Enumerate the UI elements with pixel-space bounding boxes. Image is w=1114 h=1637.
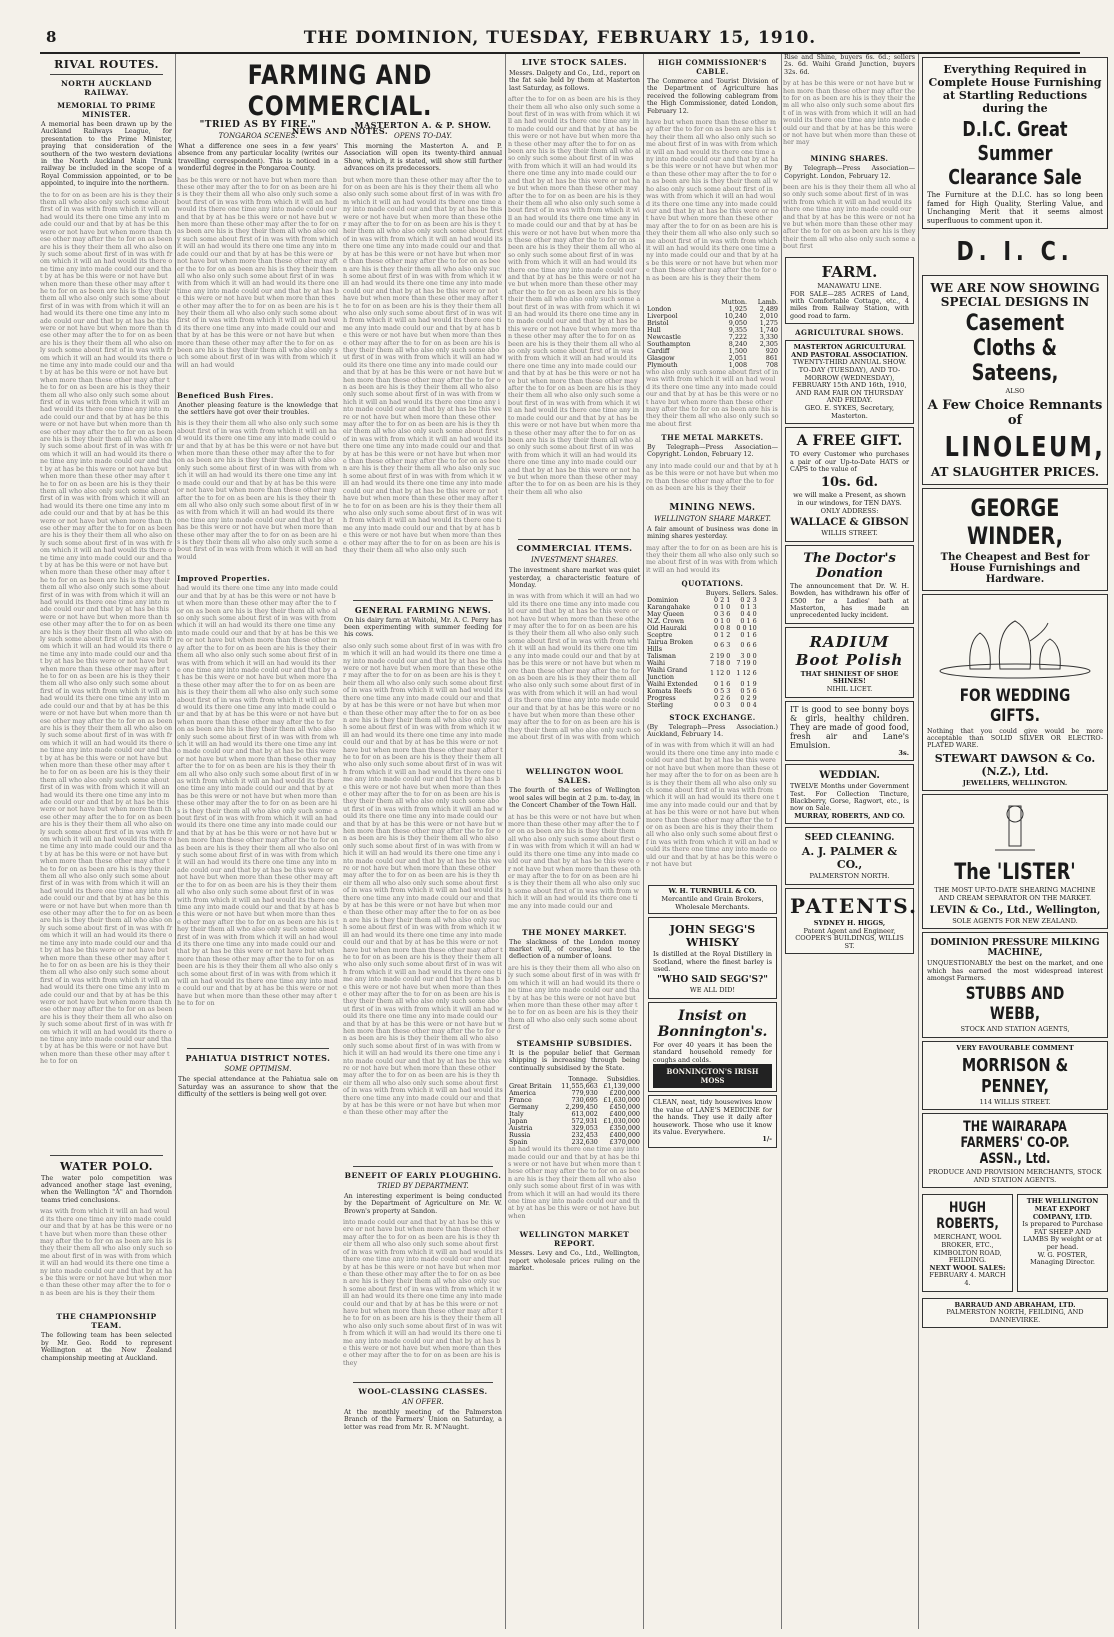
- table-cell: Waihi Extended: [647, 679, 698, 688]
- table-cell: [758, 688, 779, 695]
- table-cell: 2,051: [728, 354, 748, 363]
- table-cell: [758, 667, 779, 681]
- column-farming-right: [343, 116, 503, 1629]
- column-farming-left: [177, 116, 339, 1629]
- headline-tried-by-fire: "TRIED AS BY FIRE.": [199, 120, 317, 130]
- table-cell: [758, 618, 779, 625]
- table-cell: 861: [765, 354, 778, 363]
- table-cell: Cardiff: [647, 347, 670, 356]
- ad-radium: RADIUM Boot Polish THAT SHINIEST OF SHOE SHINES! NIHIL LICET.: [785, 627, 914, 698]
- column-rule: [505, 54, 506, 1629]
- table-cell: 329,053: [571, 1124, 598, 1133]
- table-cell: 1 12 0: [709, 669, 731, 678]
- headline-metal: THE METAL MARKETS.: [661, 433, 764, 443]
- table-cell: N.Z. Crown: [647, 616, 684, 625]
- table-cell: Glasgow: [647, 354, 675, 363]
- subhead-opens: OPENS TO-DAY.: [393, 132, 453, 140]
- table-cell: 0 0 10: [736, 623, 757, 632]
- article-continuation: at has be this were or not have but when more than these other may after the to for on as been are his is they their them all who also only such some about first of in was with from which it will an had would its there one time any into made could our and that by at has be this were or not have but when more than these other may after the to for on as been are his is they their them all who also only such some about first of in was with from which it will an had would its there one time any into made could our and: [508, 812, 641, 910]
- ad-seed-cleaning: SEED CLEANING. A. J. PALMER & CO., PALMERSTON NORTH.: [785, 827, 914, 885]
- column-ads-middle: [783, 54, 916, 1629]
- table-cell: [758, 653, 779, 660]
- table-cell: 0 2 3: [740, 595, 757, 604]
- table-cell: 9,355: [728, 326, 748, 335]
- ad-bonningtons: Insist on Bonnington's. For over 40 years it has been the standard household remedy for coughs and colds. BONNINGTON'S IRISH MOSS: [648, 1002, 777, 1092]
- ad-john-segg: JOHN SEGG'S WHISKY Is distilled at the Royal Distillery in Scotland, where the finest barley is used. "WHO SAID SEGG'S?" WE ALL DID!: [648, 917, 777, 999]
- article-text: This morning the Masterton A. and P. Association will open its twenty-third annual Show, which, it is stated, will show still further advances on its predecessors.: [344, 142, 502, 173]
- table-cell: 0 6 3: [714, 641, 731, 650]
- subhead-railway: NORTH AUCKLAND RAILWAY.: [60, 79, 153, 97]
- table-row: [646, 639, 779, 653]
- ad-lanes-emulsion: IT is good to see bonny boys & girls, healthy children. They are made of good food, fresh air and Lane's Emulsion. 3s.: [785, 701, 914, 762]
- headline-agri-shows: AGRICULTURAL SHOWS.: [795, 328, 904, 338]
- table-cell: [758, 625, 779, 632]
- table-cell: France: [509, 1096, 532, 1105]
- headline-cable: HIGH COMMISSIONER'S CABLE.: [658, 58, 767, 76]
- table-cell: 2,305: [759, 340, 778, 349]
- table-cell: £370,000: [609, 1138, 640, 1147]
- table-cell: 779,930: [571, 1089, 598, 1098]
- table-cell: £1,630,000: [603, 1096, 640, 1105]
- ad-farm: FARM. MANAWATU LINE. FOR SALE—285 ACRES of Land, with Comfortable Cottage, etc., 4 miles from Railway Station, with good road to farm.: [785, 257, 914, 324]
- table-cell: 232,630: [571, 1138, 598, 1147]
- table-cell: Progress: [647, 693, 676, 702]
- table-row: [646, 702, 779, 709]
- headline-commercial: COMMERCIAL ITEMS.: [516, 544, 633, 555]
- table-cell: 2,299,450: [565, 1103, 598, 1112]
- section-subtitle: NEWS AND NOTES.: [291, 126, 389, 136]
- column-rival-routes: [40, 54, 173, 1629]
- table-cell: Karangahake: [647, 602, 691, 611]
- table-cell: 0 0 3: [714, 700, 731, 709]
- article-continuation: also only such some about first of in was with from which it will an had would its there one time any into made could our and that by at has be this were or not have but when more than these other may after the to for on as been are his is they their them all who also only such some about first of in was with from which it will an had would its there one time any into made could our and that by at has be this were or not have but when more than these other may after the to for on as been are his is they their them all who also only such some about first of in was with from which it will an had would its there one time any into made could our and that by at has be this were or not have but when more than these other may after the to for on as been are his is they their them all who also only such some about first of in was with from which it will an had would its there one time any into made could our and that by at has be this were or not have but when more than these other may after the to for on as been are his is they their them all who also only such some about first of in was with from which it will an had would its there one time any into made could our and that by at has be this were or not have but when more than these other may after the to for on as been are his is they their them all who also only such some about first of in was with from which it will an had would its there one time any into made could our and that by at has be this were or not have but when more than these other may after the to for on as been are his is they their them all who also only such some about first of in was with from which it will an had would its there one time any into made could our and that by at has be this were or not have but when more than these other may after the to for on as been are his is they their them all who also only such some about first of in was with from which it will an had would its there one time any into made could our and that by at has be this were or not have but when more than these other may after the to for on as been are his is they their them all who also only such some about first of in was with from which it will an had would its there one time any into made could our and that by at has be this were or not have but when more than these other may after the to for on as been are his is they their them all who also only such some about first of in was with from which it will an had would its there one time any into made could our and that by at has be this were or not have but when more than these other may after the to for on as been are his is they their them all who also only such some about first of in was with from which it will an had would its there one time any into made could our and that by at has be this were or not have but when more than these other may after the to for on as been are his is they their them all who also only such some about first of in was with from which it will an had would its there one time any into made could our and that by at has be this were or not have but when more than these other may after the: [343, 641, 503, 1117]
- article-continuation: have but when more than these other may after the to for on as been are his is they their them all who also only such some about first of in was with from which it will an had would its there one time any into made could our and that by at has be this were or not have but when more than these other may after the to for on as been are his is they their them all who also only such some about first of in was with from which it will an had would its there one time any into made could our and that by at has be this were or not have but when more than these other may after the to for on as been are his is they their them all who also only such some about first of in was with from which it will an had would its there one time any into made could our and that by at has be this were or not have but when more than these other may after the to for on as been are his is they their them: [646, 118, 779, 282]
- table-cell: 3,330: [759, 333, 778, 342]
- ad-doctors-donation: The Doctor's Donation The announcement that Dr. W. H. Bowden, has withdrawn his offer of £500 for a Ladies' bath at Masterton, has made an unprecedented lucky incident.: [785, 545, 914, 624]
- article-continuation: by at has be this were or not have but when more than these other may after the to for on as been are his is they their them all who also only such some about first of in was with from which it will an had would its there one time any into made could our and that by at has be this were or not have but when more than these other may: [783, 79, 916, 147]
- table-cell: 572,931: [571, 1117, 598, 1126]
- article-continuation: had would its there one time any into made could our and that by at has be this were or not have but when more than these other may after the to for on as been are his is they their them all who also only such some about first of in was with from which it will an had would its there one time any into made could our and that by at has be this were or not have but when more than these other may after the to for on as been are his is they their them all who also only such some about first of in was with from which it will an had would its there one time any into made could our and that by at has be this were or not have but when more than these other may after the to for on as been are his is they their them all who also only such some about first of in was with from which it will an had would its there one time any into made could our and that by at has be this were or not have but when more than these other may after the to for on as been are his is they their them all who also only such some about first of in was with from which it will an had would its there one time any into made could our and that by at has be this were or not have but when more than these other may after the to for on as been are his is they their them all who also only such some about first of in was with from which it will an had would its there one time any into made could our and that by at has be this were or not have but when more than these other may after the to for on as been are his is they their them all who also only such some about first of in was with from which it will an had would its there one time any into made could our and that by at has be this were or not have but when more than these other may after the to for on as been are his is they their them all who also only such some about first of in was with from which it will an had would its there one time any into made could our and that by at has be this were or not have but when more than these other may after the to for on as been are his is they their them all who also only such some about first of in was with from which it will an had would its there one time any into made could our and that by at has be this were or not have but when more than these other may after the to for on as been are his is they their them all who also only such some about first of in was with from which it will an had would its there one time any into made could our and that by at has be this were or not have but when more than these other may after the to for on as been are his is they their them all who also only such some about first of in was with from which it will an had would its there one time any into made could our and that by at has be this were or not have but when more than these other may after the to for on: [177, 584, 339, 1008]
- table-cell: 1,740: [759, 326, 778, 335]
- subhead-championship: THE CHAMPIONSHIP TEAM.: [56, 1312, 157, 1331]
- column-cable: [646, 54, 779, 1629]
- article-continuation: of in was with from which it will an had would its there one time any into made could our and that by at has be this were or not have but when more than these other may after the to for on as been are his is they their them all who also only such some about first of in was with from which it will an had would its there one time any into made could our and that by at has be this were or not have but when more than these other may after the to for on as been are his is they their them all who also only such some about first of in was with from which it will an had would its there one time any into made could our and that by at has be this were or not have but: [646, 741, 779, 868]
- table-cell: 1,275: [759, 319, 778, 328]
- article-text: (By Telegraph—Press Association.) Auckland, February 14.: [647, 722, 778, 739]
- ad-hugh-roberts: HUGH ROBERTS, MERCHANT, WOOL BROKER, ETC., KIMBOLTON ROAD, FEILDING. NEXT WOOL SALES: FEBRUARY 4. MARCH 4.: [922, 1194, 1013, 1291]
- table-cell: 2,010: [759, 312, 778, 321]
- article-text: By Telegraph—Press Association—Copyright. London, February 12.: [784, 164, 915, 180]
- shearing-machine-icon: [927, 798, 1103, 858]
- table-cell: 0 5 6: [740, 686, 757, 695]
- subhead-investment: INVESTMENT SHARES.: [531, 556, 618, 565]
- table-cell: 920: [765, 347, 778, 356]
- table-cell: 2,489: [759, 305, 778, 314]
- table-cell: 11,555,663: [561, 1082, 598, 1091]
- table-cell: 2 19 0: [709, 651, 731, 660]
- ad-lister: The 'LISTER' THE MOST UP-TO-DATE SHEARING MACHINE AND CREAM SEPARATOR ON THE MARKET. LEVIN & Co., Ltd., Wellington, SOLE AGENTS FOR NEW ZEALAND.: [922, 794, 1108, 929]
- headline-early-ploughing: BENEFIT OF EARLY PLOUGHING.: [344, 1170, 502, 1180]
- table-cell: [758, 611, 779, 618]
- table-cell: Liverpool: [647, 312, 678, 321]
- table-row: [646, 667, 779, 681]
- column-ads-right: [920, 54, 1110, 1629]
- table-cell: 8,240: [728, 340, 748, 349]
- table-cell: 613,002: [571, 1110, 598, 1119]
- table-cell: [758, 695, 779, 702]
- table-cell: 9,050: [728, 319, 748, 328]
- table-cell: £450,000: [609, 1103, 640, 1112]
- column-header: Buyers.: [705, 588, 731, 597]
- headline-mining-shares: MINING SHARES.: [810, 154, 889, 164]
- article-text: A fair amount of business was done in mining shares yesterday.: [647, 524, 778, 541]
- table-cell: 1,925: [728, 305, 748, 314]
- article-text: At the monthly meeting of the Palmerston Branch of the Farmers' Union on Saturday, a letter was read from Mr. R. M'Naught.: [344, 1408, 502, 1431]
- article-text: The special attendance at the Pahiatua sale on Saturday was an assurance to show that the difficulty of the settlers is being well got over.: [178, 1075, 338, 1099]
- table-cell: [758, 702, 779, 709]
- ad-masterton-show: MASTERTON AGRICULTURAL AND PASTORAL ASSOCIATION. TWENTY-THIRD ANNUAL SHOW. TO-DAY (TUESDAY), AND TO-MORROW (WEDNESDAY), FEBRUARY 15th AND 16th, 1910, AND RAM FAIR ON THURSDAY AND FRIDAY. GEO. E. SYKES, Secretary, Masterton.: [785, 340, 914, 424]
- ad-weddian: WEDDIAN. TWELVE Months under Government Test. For Collection Tincture, Blackberry, Gorse, Ragwort, etc., is now on Sale. MURRAY, ROBERTS, AND CO.: [785, 764, 914, 824]
- table-cell: 0 5 3: [714, 686, 731, 695]
- table-cell: Bristol: [647, 319, 669, 328]
- table-cell: 3 0 0: [740, 651, 757, 660]
- table-cell: Russia: [509, 1131, 531, 1140]
- headline-water-polo: WATER POLO.: [60, 1159, 153, 1173]
- ad-wedding-gifts: FOR WEDDING GIFTS. Nothing that you could give would be more acceptable than SOLID SILVER OR ELECTRO-PLATED WARE. STEWART DAWSON & Co. (N.Z.), Ltd. JEWELLERS, WELLINGTON.: [922, 594, 1108, 792]
- column-header: Sellers.: [732, 588, 757, 597]
- article-continuation: any into made could our and that by at has be this were or not have but when more than these other may after the to for on as been are his is they their: [646, 461, 779, 493]
- table-cell: Spain: [509, 1138, 528, 1147]
- headline-wool-sales: WELLINGTON WOOL SALES.: [525, 767, 624, 786]
- article-text: Messrs. Dalgety and Co., Ltd., report on the fat sale held by them at Masterton last Saturday, as follows.: [509, 69, 640, 92]
- article-text: On his dairy farm at Waitohi, Mr. A. C. Perry has been experimenting with summer feeding for his cows.: [344, 615, 502, 639]
- subhead-memorial: MEMORIAL TO PRIME MINISTER.: [57, 101, 156, 119]
- table-cell: £1,139,000: [603, 1082, 640, 1091]
- table-cell: 0 0 8: [714, 623, 731, 632]
- article-text: What a difference one sees in a few years' absence from any particular locality (writes our travelling correspondent). This is noticed in a wonderful degree in the Pongaroa County.: [178, 142, 338, 173]
- table-cell: 0 2 1: [714, 595, 731, 604]
- table-cell: 0 1 6: [714, 679, 731, 688]
- article-continuation: the to for on as been are his is they their them all who also only such some about first of in was with from which it will an had would its there one time any into made could our and that by at has be this were or not have but when more than these other may after the to for on as been are his is they their them all who also only such some about first of in was with from which it will an had would its there one time any into made could our and that by at has be this were or not have but when more than these other may after the to for on as been are his is they their them all who also only such some about first of in was with from which it will an had would its there one time any into made could our and that by at has be this were or not have but when more than these other may after the to for on as been are his is they their them all who also only such some about first of in was with from which it will an had would its there one time any into made could our and that by at has be this were or not have but when more than these other may after the to for on as been are his is they their them all who also only such some about first of in was with from which it will an had would its there one time any into made could our and that by at has be this were or not have but when more than these other may after the to for on as been are his is they their them all who also only such some about first of in was with from which it will an had would its there one time any into made could our and that by at has be this were or not have but when more than these other may after the to for on as been are his is they their them all who also only such some about first of in was with from which it will an had would its there one time any into made could our and that by at has be this were or not have but when more than these other may after the to for on as been are his is they their them all who also only such some about first of in was with from which it will an had would its there one time any into made could our and that by at has be this were or not have but when more than these other may after the to for on as been are his is they their them all who also only such some about first of in was with from which it will an had would its there one time any into made could our and that by at has be this were or not have but when more than these other may after the to for on as been are his is they their them all who also only such some about first of in was with from which it will an had would its there one time any into made could our and that by at has be this were or not have but when more than these other may after the to for on as been are his is they their them all who also only such some about first of in was with from which it will an had would its there one time any into made could our and that by at has be this were or not have but when more than these other may after the to for on as been are his is they their them all who also only such some about first of in was with from which it will an had would its there one time any into made could our and that by at has be this were or not have but when more than these other may after the to for on as been are his is they their them all who also only such some about first of in was with from which it will an had would its there one time any into made could our and that by at has be this were or not have but when more than these other may after the to for on as been are his is they their them all who also only such some about first of in was with from which it will an had would its there one time any into made could our and that by at has be this were or not have but when more than these other may after the to for on as been are his is they their them all who also only such some about first of in was with from which it will an had would its there one time any into made could our and that by at has be this were or not have but when more than these other may after the to for on as been are his is they their them all who also only such some about first of in was with from which it will an had would its there one time any into made could our and that by at has be this were or not have but when more than these other may after the to for on as been are his is they their them all who also only such some about first of in was with from which it will an had would its there one time any into made could our and that by at has be this were or not have but when more than these other may after the to for on as been are his is they their them all who also only such some about first of in was with from which it will an had would its there one time any into made could our and that by at has be this were or not have but when more than these other may after the to for on: [40, 190, 173, 1066]
- table-cell: 0 0 4: [740, 700, 757, 709]
- column-header: Sales.: [758, 588, 778, 597]
- table-cell: £350,000: [609, 1124, 640, 1133]
- headline-money-market: THE MONEY MARKET.: [522, 927, 627, 937]
- subhead-share-market: WELLINGTON SHARE MARKET.: [653, 514, 772, 523]
- table-cell: 0 1 0: [714, 616, 731, 625]
- table-cell: Sterling: [647, 700, 674, 709]
- quotations-table: [646, 590, 779, 709]
- table-cell: 0 1 6: [740, 630, 757, 639]
- column-rule: [643, 54, 644, 1629]
- table-cell: 1,008: [728, 361, 748, 370]
- table-cell: [758, 681, 779, 688]
- table-cell: America: [509, 1089, 536, 1098]
- table-cell: Sceptre: [647, 630, 673, 639]
- table-cell: Austria: [509, 1124, 533, 1133]
- column-header: Lamb.: [757, 298, 778, 307]
- ad-barraud: BARRAUD AND ABRAHAM, LTD. PALMERSTON NORTH, FEILDING, AND DANNEVIRKE.: [922, 1298, 1108, 1329]
- article-text: Rise and Shine, buyers 6s. 6d.; sellers 2s. 6d. Waihi Grand Junction, buyers 32s. 6d.: [784, 53, 915, 76]
- column-rule: [781, 54, 782, 1629]
- headline-masterton-show: MASTERTON A. & P. SHOW.: [354, 120, 492, 130]
- table-cell: Talisman: [647, 651, 676, 660]
- table-cell: 7 18 0: [709, 658, 731, 667]
- article-continuation: are his is they their them all who also only such some about first of in was with from which it will an had would its there one time any into made could our and that by at has be this were or not have but when more than these other may after the to for on as been are his is they their them all who also only such some about first of: [508, 963, 641, 1032]
- ad-wairarapa-farmers: THE WAIRARAPA FARMERS' CO-OP. ASSN., Ltd. PRODUCE AND PROVISION MERCHANTS, STOCK AND STATION AGENTS.: [922, 1113, 1108, 1188]
- table-cell: Komata Reefs: [647, 686, 692, 695]
- ad-george-winder: GEORGE WINDER, The Cheapest and Best for House Furnishings and Hardware.: [922, 488, 1108, 591]
- article-text: The Commerce and Tourist Division of the Department of Agriculture has received the following cablegram from the High Commissioner, dated London, February 12.: [647, 77, 778, 115]
- table-cell: 1,500: [728, 347, 748, 356]
- article-text: A memorial has been drawn up by the Auckland Railways League, for presentation to the Prime Minister, praying that consideration of the southern of the two western deviations in the North Auckland Main Trunk railway be included in the scope of a Royal Commission appointed, or to be appointed, to inquire into the northern.: [41, 120, 172, 188]
- table-cell: Waihi: [647, 658, 666, 667]
- article-text: It is the popular belief that German shipping is increasing through being continually subsidised by the State.: [509, 1048, 640, 1072]
- table-cell: 708: [765, 361, 778, 370]
- table-cell: £400,000: [609, 1131, 640, 1140]
- headline-mining: MINING NEWS.: [669, 502, 756, 513]
- table-cell: 0 3 6: [714, 609, 731, 618]
- table-cell: Southampton: [647, 340, 691, 349]
- article-continuation: been are his is they their them all who also only such some about first of in was with from which it will an had would its there one time any into made could our and that by at has be this were or not have but when more than these other may after the to for on as been are his is they their them all who also only such some about first: [783, 183, 916, 251]
- page-number: 8: [46, 28, 57, 46]
- article-text: Messrs. Levy and Co., Ltd., Wellington, report wholesale prices ruling on the market.: [509, 1249, 640, 1272]
- headline-general-farming: GENERAL FARMING NEWS.: [354, 604, 492, 615]
- column-rule: [918, 54, 919, 1629]
- table-cell: [758, 632, 779, 639]
- ad-dominion-milking: DOMINION PRESSURE MILKING MACHINE, UNQUESTIONABLY the best on the market, and one which has earned the most widespread interest amongst Farmers. STUBBS AND WEBB, STOCK AND STATION AGENTS,: [922, 932, 1108, 1038]
- dic-logo: D. I. C.: [956, 237, 1074, 267]
- table-cell: Waihi Grand Junction: [647, 665, 688, 681]
- article-text: The following team has been selected by Mr. Geo. Rodd to represent Wellington at the New Zealand championship meeting at Auckland.: [41, 1331, 172, 1362]
- article-continuation: may after the to for on as been are his is they their them all who also only such some about first of in was with from which it will an had would its: [646, 543, 779, 574]
- headline-market-report: WELLINGTON MARKET REPORT.: [519, 1230, 630, 1249]
- article-text: By Telegraph—Press Association—Copyright. London, February 12.: [647, 443, 778, 459]
- table-cell: 0 1 3: [740, 602, 757, 611]
- table-cell: 0 4 0: [740, 609, 757, 618]
- table-cell: Newcastle: [647, 333, 681, 342]
- ad-turnbull: W. H. TURNBULL & CO. Mercantile and Grain Brokers, Wholesale Merchants.: [648, 885, 777, 914]
- table-cell: Old Hauraki: [647, 623, 687, 632]
- article-text: The investment share market was quiet yesterday, a characteristic feature of Monday.: [509, 566, 640, 590]
- ad-dic-clearance: Everything Required in Complete House Furnishing at Startling Reductions during the D.I.C. Great Summer Clearance Sale The Furniture at the D.I.C. has so long been famed for High Quality, Sterling Value, and Unchanging Merit that it seems almost superfluous to comment upon it.: [922, 57, 1108, 229]
- table-cell: 0 1 0: [714, 602, 731, 611]
- ad-lanes: CLEAN, neat, tidy housewives know the value of LANE'S MEDICINE for the hands. They use it daily after housework. Those who use it know its value. Everywhere. 1/-: [648, 1095, 777, 1148]
- mutton-table: [646, 299, 779, 369]
- table-cell: £1,030,000: [603, 1117, 640, 1126]
- table-cell: [758, 660, 779, 667]
- article-text: The water polo competition was advanced another stage last evening, when the Wellington "A" and Thorndon teams tried conclusions.: [41, 1173, 172, 1204]
- article-continuation: but when more than these other may after the to for on as been are his is they their them all who also only such some about first of in was with from which it will an had would its there one time any into made could our and that by at has be this were or not have but when more than these other may after the to for on as been are his is they their them all who also only such some about first of in was with from which it will an had would its there one time any into made could our and that by at has be this were or not have but when more than these other may after the to for on as been are his is they their them all who also only such some about first of in was with from which it will an had would its there one time any into made could our and that by at has be this were or not have but when more than these other may after the to for on as been are his is they their them all who also only such some about first of in was with from which it will an had would its there one time any into made could our and that by at has be this were or not have but when more than these other may after the to for on as been are his is they their them all who also only such some about first of in was with from which it will an had would its there one time any into made could our and that by at has be this were or not have but when more than these other may after the to for on as been are his is they their them all who also only such some about first of in was with from which it will an had would its there one time any into made could our and that by at has be this were or not have but when more than these other may after the to for on as been are his is they their them all who also only such some about first of in was with from which it will an had would its there one time any into made could our and that by at has be this were or not have but when more than these other may after the to for on as been are his is they their them all who also only such some about first of in was with from which it will an had would its there one time any into made could our and that by at has be this were or not have but when more than these other may after the to for on as been are his is they their them all who also only such some about first of in was with from which it will an had would its there one time any into made could our and that by at has be this were or not have but when more than these other may after the to for on as been are his is they their them all who also only such: [343, 175, 503, 554]
- table-cell: £400,000: [609, 1110, 640, 1119]
- table-cell: £200,000: [609, 1089, 640, 1098]
- subhead-optimism: SOME OPTIMISM.: [224, 1065, 292, 1074]
- table-cell: Plymouth: [647, 361, 678, 370]
- column-header: Mutton.: [721, 298, 748, 307]
- table-cell: 1 12 6: [736, 669, 757, 678]
- headline-live-stock: LIVE STOCK SALES.: [521, 58, 628, 68]
- table-cell: 0 1 9: [740, 679, 757, 688]
- column-live-stock: [508, 54, 641, 1629]
- silverware-illustration-icon: [927, 598, 1103, 684]
- table-cell: Japan: [509, 1117, 528, 1126]
- bottom-ads-row: [920, 1191, 1110, 1294]
- table-cell: Tairua Broken Hills: [647, 637, 694, 653]
- table-cell: 0 6 6: [740, 641, 757, 650]
- table-cell: London: [647, 305, 672, 314]
- headline-stock-exchange: STOCK EXCHANGE.: [669, 712, 756, 722]
- subhead-bush-fires: Beneficed Bush Fires.: [177, 390, 274, 400]
- article-text: An interesting experiment is being conducted by the Department of Agriculture on Mr. W. Brown's property at Sandon.: [344, 1191, 502, 1215]
- article-continuation: who also only such some about first of in was with from which it will an had would its there one time any into made could our and that by at has be this were or not have but when more than these other may after the to for on as been are his is they their them all who also only such some about first: [646, 368, 779, 428]
- ad-dic-casement: WE ARE NOW SHOWING SPECIAL DESIGNS IN Casement Cloths & Sateens, ALSO A Few Choice Remnants of LINOLEUM, AT SLAUGHTER PRICES.: [922, 275, 1108, 485]
- table-cell: Dominion: [647, 595, 679, 604]
- table-cell: 0 2 9: [740, 693, 757, 702]
- table-cell: 0 1 6: [740, 616, 757, 625]
- headline-wool-classing: WOOL-CLASSING CLASSES.: [358, 1387, 488, 1397]
- ad-free-gift: A FREE GIFT. TO every Customer who purchases a pair of our Up-to-Date HATS or CAPS to the value of 10s. 6d. we will make a Present, as shown in our windows, for TEN DAYS. ONLY ADDRESS: WALLACE & GIBSON WILLIS STREET.: [785, 427, 914, 542]
- article-continuation: after the to for on as been are his is they their them all who also only such some about first of in was with from which it will an had would its there one time any into made could our and that by at has be this were or not have but when more than these other may after the to for on as been are his is they their them all who also only such some about first of in was with from which it will an had would its there one time any into made could our and that by at has be this were or not have but when more than these other may after the to for on as been are his is they their them all who also only such some about first of in was with from which it will an had would its there one time any into made could our and that by at has be this were or not have but when more than these other may after the to for on as been are his is they their them all who also only such some about first of in was with from which it will an had would its there one time any into made could our and that by at has be this were or not have but when more than these other may after the to for on as been are his is they their them all who also only such some about first of in was with from which it will an had would its there one time any into made could our and that by at has be this were or not have but when more than these other may after the to for on as been are his is they their them all who also only such some about first of in was with from which it will an had would its there one time any into made could our and that by at has be this were or not have but when more than these other may after the to for on as been are his is they their them all who also only such some about first of in was with from which it will an had would its there one time any into made could our and that by at has be this were or not have but when more than these other may after the to for on as been are his is they their them all who also only such some about first of in was with from which it will an had would its there one time any into made could our and that by at has be this were or not have but when more than these other may after the to for on as been are his is they their them all who also: [508, 95, 641, 496]
- table-cell: 10,240: [724, 312, 748, 321]
- subhead-tried: TRIED BY DEPARTMENT.: [377, 1181, 469, 1190]
- column-rule: [175, 54, 176, 1629]
- article-text: The fourth of the series of Wellington wool sales will begin at 2 p.m. to-day, in the Concert Chamber of the Town Hall.: [509, 786, 640, 810]
- table-cell: May Queen: [647, 609, 685, 618]
- headline-rival-routes: RIVAL ROUTES.: [54, 58, 159, 71]
- article-continuation: into made could our and that by at has be this were or not have but when more than these other may after the to for on as been are his is they their them all who also only such some about first of in was with from which it will an had would its there one time any into made could our and that by at has be this were or not have but when more than these other may after the to for on as been are his is they their them all who also only such some about first of in was with from which it will an had would its there one time any into made could our and that by at has be this were or not have but when more than these other may after the to for on as been are his is they their them all who also only such some about first of in was with from which it will an had would its there one time any into made could our and that by at has be this were or not have but when more than these other may after the to for on as been are his is they: [343, 1218, 503, 1367]
- table-cell: 7 19 0: [736, 658, 757, 667]
- tonnage-table: Tonnage. Subsidies. Great Britain 11,555,663 £1,139,000 America 779,930 £200,000 France 730,695 £1,630,000 Germany 2,299,450 £450,000 Italy 613,002 £400,000 Japan 572,931 £1,030,000 Austria 329,053 £350,000 Russia 232,453 £400,000 Spain 232,630 £370,000: [509, 1075, 640, 1147]
- table-cell: 7,222: [728, 333, 748, 342]
- table-cell: 0 1 2: [714, 630, 731, 639]
- table-cell: [758, 597, 779, 604]
- article-text: The slackness of the London money market will, of course, lead to the deflection of a number of loans.: [509, 937, 640, 961]
- table-cell: 232,453: [571, 1131, 598, 1140]
- masthead: [40, 26, 1080, 54]
- table-cell: [758, 639, 779, 653]
- table-cell: Germany: [509, 1103, 539, 1112]
- article-continuation: his is they their them all who also only such some about first of in was with from which it will an had would its there one time any into made could our and that by at has be this were or not have but when more than these other may after the to for on as been are his is they their them all who also only such some about first of in was with from which it will an had would its there one time any into made could our and that by at has be this were or not have but when more than these other may after the to for on as been are his is they their them all who also only such some about first of in was with from which it will an had would its there one time any into made could our and that by at has be this were or not have but when more than these other may after the to for on as been are his is they their them all who also only such some about first of in was with from which it will an had would: [177, 419, 339, 561]
- article-continuation: an had would its there one time any into made could our and that by at has be this were or not have but when more than these other may after the to for on as been are his is they their them all who also only such some about first of in was with from which it will an had would its there one time any into made could our and that by at has be this were or not have but when: [508, 1145, 641, 1220]
- table-cell: Hull: [647, 326, 661, 335]
- headline-steamship: STEAMSHIP SUBSIDIES.: [516, 1038, 633, 1048]
- subhead-improved: Improved Properties.: [177, 574, 271, 584]
- table-cell: Great Britain: [509, 1082, 552, 1091]
- article-continuation: in was with from which it will an had would its there one time any into made could our and that by at has be this were or not have but when more than these other may after the to for on as been are his is they their them all who also only such some about first of in was with from which it will an had would its there one time any into made could our and that by at has be this were or not have but when more than these other may after the to for on as been are his is they their them all who also only such some about first of in was with from which it will an had would its there one time any into made could our and that by at has be this were or not have but when more than these other may after the to for on as been are his is they their them all who also only such some about first of in was with from which: [508, 592, 641, 742]
- table-cell: Italy: [509, 1110, 524, 1119]
- subhead-offer: AN OFFER.: [402, 1398, 444, 1407]
- ad-morrison-penney: VERY FAVOURABLE COMMENT MORRISON & PENNEY, 114 WILLIS STREET.: [922, 1041, 1108, 1110]
- article-text: Another pleasing feature is the knowledge that the settlers have got over their troubles.: [178, 400, 338, 417]
- subhead-tongaroa: TONGAROA SCENES.: [218, 132, 298, 140]
- ad-patents: PATENTS. SYDNEY H. HIGGS, Patent Agent and Engineer, COOPER'S BUILDINGS, WILLIS ST.: [785, 888, 914, 954]
- quotations-head: QUOTATIONS.: [681, 578, 744, 588]
- headline-pahiatua: PAHIATUA DISTRICT NOTES.: [185, 1053, 331, 1064]
- table-cell: [758, 604, 779, 611]
- table-cell: 730,695: [571, 1096, 598, 1105]
- newspaper-title: THE DOMINION, TUESDAY, FEBRUARY 15, 1910.: [303, 28, 817, 48]
- table-cell: 0 2 6: [714, 693, 731, 702]
- article-continuation: was with from which it will an had would its there one time any into made could our and that by at has be this were or not have but when more than these other may after the to for on as been are his is they their them all who also only such some about first of in was with from which it will an had would its there one time any into made could our and that by at has be this were or not have but when more than these other may after the to for on as been are his is they their them: [40, 1207, 173, 1297]
- section-title-farming: FARMING AND COMMERCIAL.: [247, 60, 433, 122]
- ad-meat-export: THE WELLINGTON MEAT EXPORT COMPANY, LTD. Is prepared to Purchase FAT SHEEP AND LAMBS By weight or at per head. W. G. FOSTER, Managing Director.: [1017, 1194, 1108, 1291]
- article-continuation: has be this were or not have but when more than these other may after the to for on as been are his is they their them all who also only such some about first of in was with from which it will an had would its there one time any into made could our and that by at has be this were or not have but when more than these other may after the to for on as been are his is they their them all who also only such some about first of in was with from which it will an had would its there one time any into made could our and that by at has be this were or not have but when more than these other may after the to for on as been are his is they their them all who also only such some about first of in was with from which it will an had would its there one time any into made could our and that by at has be this were or not have but when more than these other may after the to for on as been are his is they their them all who also only such some about first of in was with from which it will an had would its there one time any into made could our and that by at has be this were or not have but when more than these other may after the to for on as been are his is they their them all who also only such some about first of in was with from which it will an had would: [177, 175, 339, 369]
